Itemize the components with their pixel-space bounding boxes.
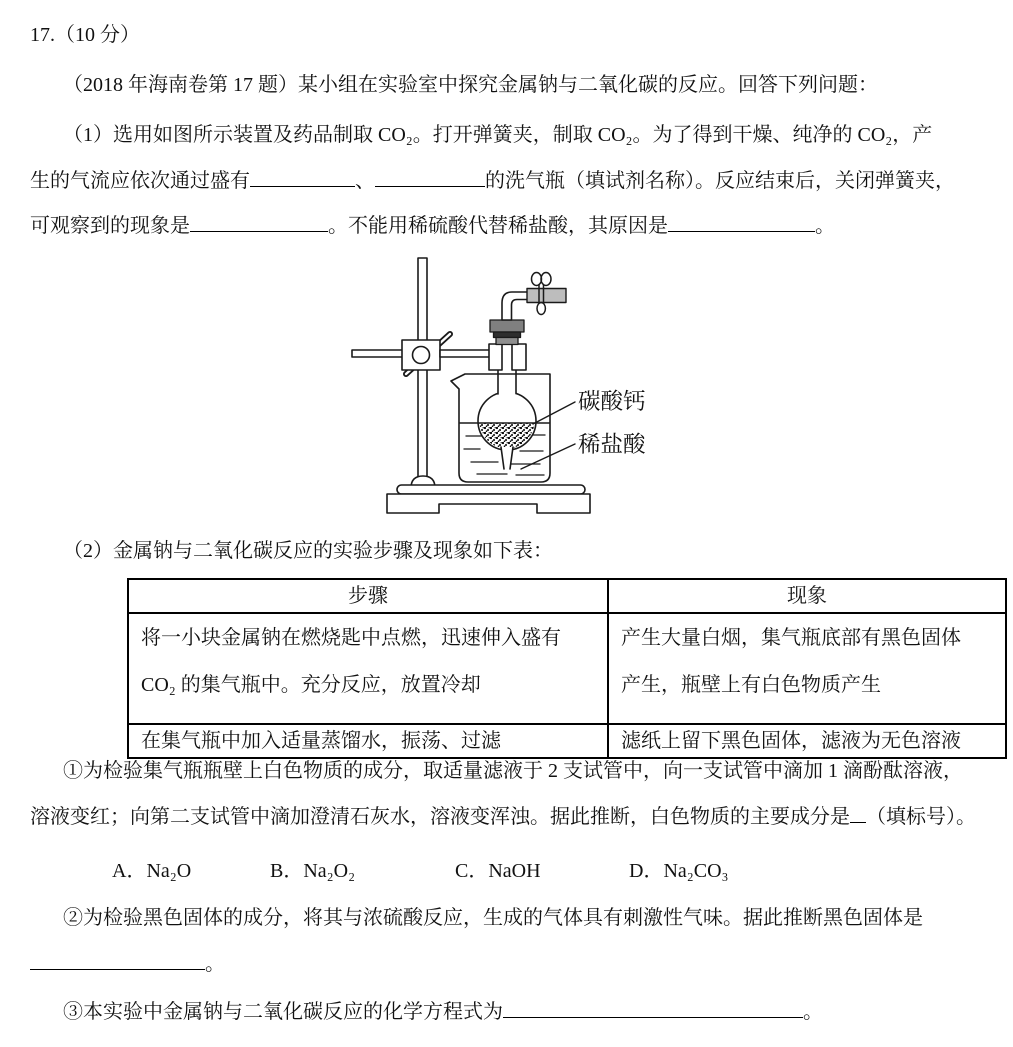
rubber-stopper-icon — [490, 320, 524, 345]
table-header-phenomena: 现象 — [608, 579, 1006, 613]
stand-clamp-icon — [352, 334, 492, 374]
answer-blank-reagent-2 — [375, 167, 485, 187]
apparatus-diagram — [340, 252, 720, 525]
label-calcium-carbonate: 碳酸钙 — [578, 389, 646, 414]
subq3-pre: ③本实验中金属钠与二氧化碳反应的化学方程式为 — [63, 1001, 503, 1023]
question-source: （2018 年海南卷第 17 题）某小组在实验室中探究金属钠与二氧化碳的反应。回答下列问题： — [63, 74, 878, 96]
answer-blank-phenomenon — [190, 212, 328, 232]
subq1-line1: ①为检验集气瓶瓶壁上白色物质的成分，取适量滤液于 2 支试管中，向一支试管中滴加 1 滴酚酞溶液， — [63, 760, 963, 782]
subq1-line2 — [30, 803, 976, 830]
rubber-tube-icon — [527, 289, 566, 303]
table-cell-steps-1: 将一小块金属钠在燃烧匙中点燃，迅速伸入盛有 CO₂ 的集气瓶中。充分反应，放置冷却 — [128, 613, 608, 724]
answer-blank-choice — [850, 803, 866, 823]
table-cell-phenomena-1: 产生大量白烟，集气瓶底部有黑色固体 产生，瓶壁上有白色物质产生 — [608, 613, 1006, 724]
table-header-row — [128, 579, 1006, 613]
part1-line1: （1）选用如图所示装置及药品制取 CO₂。打开弹簧夹，制取 CO₂。为了得到干燥、纯净的 CO₂，产 — [63, 124, 933, 146]
subq1-line2-post: （填标号）。 — [866, 806, 976, 828]
answer-blank-reason — [668, 212, 815, 232]
subq2-line2 — [30, 950, 225, 977]
part1-line3-pre: 可观察到的现象是 — [30, 215, 190, 237]
part1-line2-pre: 生的气流应依次通过盛有 — [30, 170, 250, 192]
table-cell-steps-2: 在集气瓶中加入适量蒸馏水，振荡、过滤 — [128, 724, 608, 758]
clamp-jaws-icon — [489, 344, 526, 370]
option-d: D．Na₂CO₃ — [629, 860, 729, 882]
answer-blank-reagent-1 — [250, 167, 355, 187]
subq2-line2-post: 。 — [205, 953, 225, 975]
answer-blank-black-solid — [30, 950, 205, 970]
part1-line3 — [30, 212, 835, 239]
option-a: A．Na₂O — [112, 860, 192, 882]
table-header-steps: 步骤 — [128, 579, 608, 613]
answer-blank-equation — [503, 998, 803, 1018]
subq1-line2-pre: 溶液变红；向第二支试管中滴加澄清石灰水，溶液变浑浊。据此推断，白色物质的主要成分是 — [30, 806, 850, 828]
subq2-line1: ②为检验黑色固体的成分，将其与浓硫酸反应，生成的气体具有刺激性气味。据此推断黑色固体是 — [63, 907, 923, 929]
question-number: 17.（10 分） — [30, 24, 140, 46]
option-b: B．Na₂O₂ — [270, 860, 356, 882]
table-row — [128, 724, 1006, 758]
part1-line2 — [30, 167, 955, 194]
part1-line3-post: 。 — [815, 215, 835, 237]
gas-tube-icon — [502, 292, 528, 320]
part2-intro: （2）金属钠与二氧化碳反应的实验步骤及现象如下表： — [63, 540, 553, 562]
part1-line2-mid: 、 — [355, 170, 375, 192]
subq3-post: 。 — [803, 1001, 823, 1023]
table-row — [128, 613, 1006, 724]
subq3-line — [63, 998, 823, 1025]
experiment-table — [127, 578, 1007, 759]
option-c: C．NaOH — [455, 860, 541, 882]
part1-line3-mid: 。不能用稀硫酸代替稀盐酸，其原因是 — [328, 215, 668, 237]
part1-line2-post: 的洗气瓶（填试剂名称）。反应结束后，关闭弹簧夹， — [485, 170, 955, 192]
label-dilute-hydrochloric-acid: 稀盐酸 — [578, 432, 646, 457]
table-cell-phenomena-2: 滤纸上留下黑色固体，滤液为无色溶液 — [608, 724, 1006, 758]
